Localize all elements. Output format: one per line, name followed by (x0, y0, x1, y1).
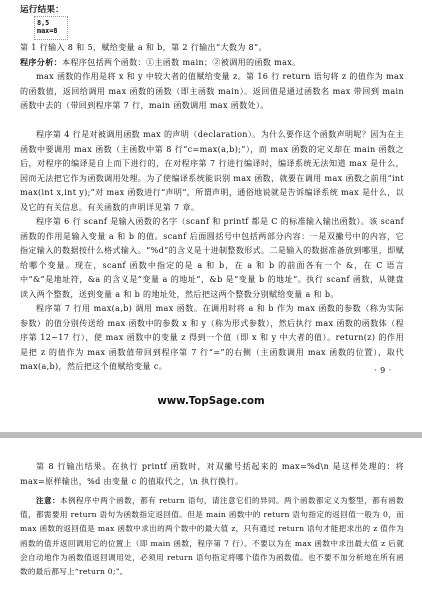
note-lead: 注意： (36, 496, 61, 505)
console-line-output: max=8 (37, 27, 58, 35)
console-output-box (34, 16, 68, 40)
paragraph-scanf: 程序第 6 行 scanf 是输入函数的名字（scanf 和 printf 都是 C 的标准输入输出函数）。该 scanf 函数的作用是输入变量 a 和 b 的值。scanf 后面圆括号中包括两部分内容：一是双撇号中的内容，它指定输入的数据按什么格式输入。“%d”的含义是十进制整数形式。二是输入的数据准备放到哪里，即赋给哪个变量。现在，scanf 函数中指定的是 a 和 b，在 a 和 b 的前面各有一个 &，在 C 语言中“&”是地址符，&a 的含义是“变量 a 的地址”，&b 是“变量 b 的地址”。执行 scanf 函数，从键盘读入两个整数，送到变量 a 和 b 的地址处，然后把这两个整数分别赋给变量 a 和 b。 (20, 217, 404, 299)
footer-website: www.TopSage.com (157, 396, 265, 407)
paragraph-program-analysis (20, 56, 404, 71)
run-result-label: 运行结果： (20, 5, 64, 15)
note-text: 本例程序中两个函数，都有 return 语句，请注意它们的异同。两个函数都定义为整型，都有函数值，都需要用 return 语句为函数指定返回值。但是 main 函数中的 return 语句指定的返回值一般为 0，而 max 函数的返回值是 max 函数中求出的两个数中的最大值 z，只有通过 return 语句才能把求出的 z 值作为函数的值并返回调用它的位置上（即 main 函数，程序第 7 行）。不要以为在 max 函数中求出最大值 z 后就会自动地作为函数值返回调用处，必须用 return 语句指定将哪个值作为函数值。也不要不加分析地在所有函数的最后都写上“return 0;”。 (20, 496, 404, 577)
analysis-lead: 程序分析： (20, 58, 62, 67)
paragraph-printf: 第 8 行输出结果。在执行 printf 函数时，对双撇号括起来的 max=%d\n 是这样处理的：将 max=原样输出，%d 由变量 c 的值取代之，\n 执行换行。 (20, 462, 404, 486)
paragraph-declaration: 程序第 4 行是对被调用函数 max 的声明（declaration）。为什么要作这个函数声明呢？因为在主函数中要调用 max 函数（主函数中第 8 行“c=max(a,b);”），而 max 函数的定义却在 main 函数之后，对程序的编译是自上而下进行的，在对程序第 7 行进行编译时，编译系统无法知道 max 是什么，因而无法把它作为函数调用处理。为了使编译系统能识别 max 函数，就要在调用 max 函数之前用“int max(int x,int y);”对 max 函数进行“声明”，所谓声明，通俗地说就是告诉编译系统 max 是什么，以及它的有关信息。有关函数的声明详见第 7 章。 (20, 130, 404, 212)
book-page-bottom (0, 438, 422, 603)
analysis-text: 本程序包括两个函数：①主函数 main；②被调用的函数 max。 (61, 58, 301, 67)
page-number: · 9 · (374, 366, 392, 375)
paragraph-run-explanation: 第 1 行输入 8 和 5，赋给变量 a 和 b，第 2 行输出“大数为 8”。 (20, 43, 267, 52)
paragraph-max-call: 程序第 7 行用 max(a,b) 调用 max 函数。在调用时将 a 和 b 作为 max 函数的参数（称为实际参数）的值分别传送给 max 函数中的参数 x 和 y（称为形式参数），然后执行 max 函数的函数体（程序第 12~17 行），使 max 函数中的变量 z 得到一个值（即 x 和 y 中大者的值）。return(z) 的作用是把 z 的值作为 max 函数值带回到程序第 7 行“=”的右侧（主函数调用 max 函数的位置），取代 max(a,b)，然后把这个值赋给变量 c。 (20, 304, 404, 372)
paragraph-max-function: max 函数的作用是将 x 和 y 中较大者的值赋给变量 z。第 16 行 return 语句将 z 的值作为 max 的函数值，返回给调用 max 函数的函数（即主函数 main）。返回值是通过函数名 max 带回到 main 函数中去的（带回到程序第 7 行，main 函数调用 max 函数处）。 (20, 72, 404, 111)
note-paragraph (20, 494, 404, 579)
console-line-input: 8,5 (37, 19, 50, 27)
